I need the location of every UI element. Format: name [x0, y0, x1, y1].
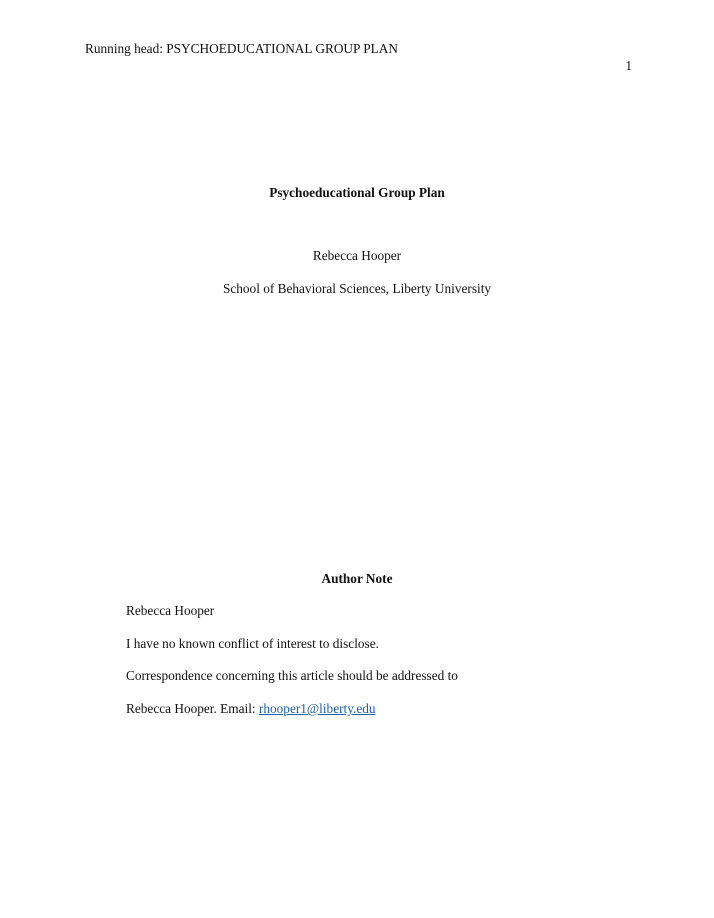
author-note-correspondence: Correspondence concerning this article should be addressed to — [126, 668, 458, 683]
author-note-heading: Author Note — [321, 571, 393, 586]
email-prefix: Rebecca Hooper. Email: — [126, 701, 259, 716]
author-affiliation: School of Behavioral Sciences, Liberty University — [222, 281, 492, 296]
running-head: Running head: PSYCHOEDUCATIONAL GROUP PLAN — [85, 41, 398, 56]
author-note-name: Rebecca Hooper — [126, 603, 215, 618]
author-name: Rebecca Hooper — [312, 248, 402, 263]
author-note-contact — [126, 701, 376, 717]
paper-title: Psychoeducational Group Plan — [269, 185, 445, 200]
author-note-conflict: I have no known conflict of interest to disclose. — [126, 636, 379, 651]
email-link[interactable]: rhooper1@liberty.edu — [258, 701, 376, 716]
page-number: 1 — [625, 58, 632, 73]
